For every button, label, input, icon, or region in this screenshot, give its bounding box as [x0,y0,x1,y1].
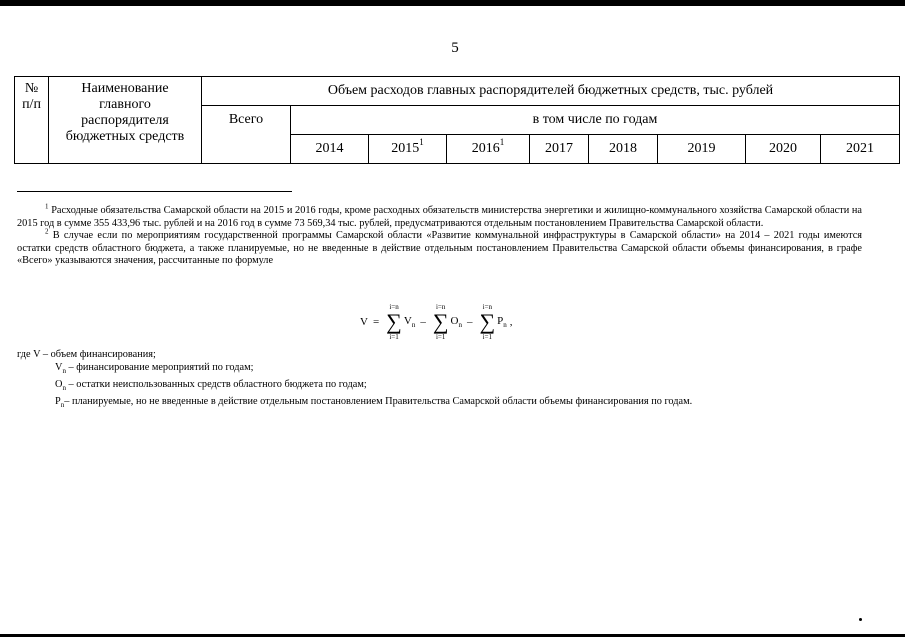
number-abbrev: п/п [22,97,41,113]
definition-o: $O_n$ – остатки неиспользованных средств областного бюджета по годам; [55,379,367,393]
column-header-number [15,77,49,164]
scan-speck [859,618,862,621]
definitions-intro: где V – объем финансирования; [17,349,156,360]
footnote-mark: 2 [45,227,49,236]
year-header: 2018 [589,135,658,164]
sigma-symbol: ∑ [432,309,449,334]
summation-1: i=n ∑ i=1 [386,303,402,341]
page-number: 5 [451,40,459,56]
summation-3: i=n ∑ i=1 [479,303,496,341]
formula-term-o: $O_n$ [450,314,462,330]
footnote-2 [17,227,862,268]
column-header-name: Наименование главного распорядителя бюджетных средств [49,77,202,164]
formula-lhs: V [360,316,368,328]
formula-definitions [17,348,862,412]
formula-equals: = [372,316,380,328]
summation-2: i=n ∑ i=1 [432,303,449,341]
year-header: 2019 [658,135,746,164]
column-header-volume: Объем расходов главных распорядителей бюджетных средств, тыс. рублей [202,77,900,106]
budget-table [14,76,900,164]
year-header: 2017 [530,135,589,164]
year-header: 2020 [746,135,821,164]
formula-term-v: $V_n$ [403,314,416,330]
scan-top-border [0,0,905,6]
definition-p: $P_n-$ планируемые, но не введенные в действие отдельным постановлением Правительства Самарской области объемы финансирования по годам. [55,396,693,410]
definition-v: $V_n$ – финансирование мероприятий по годам; [55,362,254,376]
column-header-total: Всего [202,106,291,164]
footnote-text: В случае если по мероприятиям государственной программы Самарской области «Развитие коммунальной инфраструктуры в Самарской области» на 2014 – 2021 годы имеются остатки средств областного бюджета, а также планируемые, но не введенные в действие отдельным постановлением Правительства Самарской области объемы финансирования, в графе «Всего» указываются значения, рассчитанные по формуле [17,230,862,266]
scan-bottom-border [0,634,905,637]
formula-term-p: $P_n$ [497,314,507,330]
year-header: 2021 [821,135,900,164]
year-header: 2015$^1$ [369,135,447,164]
year-header: 2014 [291,135,369,164]
footnotes [17,202,862,268]
footnote-separator [17,191,292,192]
sigma-symbol: ∑ [479,309,496,334]
footnote-text: Расходные обязательства Самарской области на 2015 и 2016 годы, кроме расходных обязательств министерства энергетики и жилищно-коммунального хозяйства Самарской области на 2015 год в сумме 355 433,96 тыс. рублей и на 2016 год в сумме 73 569,34 тыс. рублей, предусматриваются отдельным постановлением Правительства Самарской области. [17,205,862,229]
number-sign: № [24,81,39,96]
formula-minus: – [466,316,473,328]
footnote-ref: 1 [499,137,505,148]
column-header-by-years: в том числе по годам [291,106,900,135]
sigma-symbol: ∑ [386,309,402,334]
formula-minus: – [420,316,426,328]
formula-trailing: , [509,316,513,328]
year-header: 2016$^1$ [447,135,530,164]
footnote-ref: 1 [419,137,424,148]
footnote-mark: 1 [45,202,49,211]
financing-formula [360,298,513,346]
footnote-1 [17,202,862,230]
